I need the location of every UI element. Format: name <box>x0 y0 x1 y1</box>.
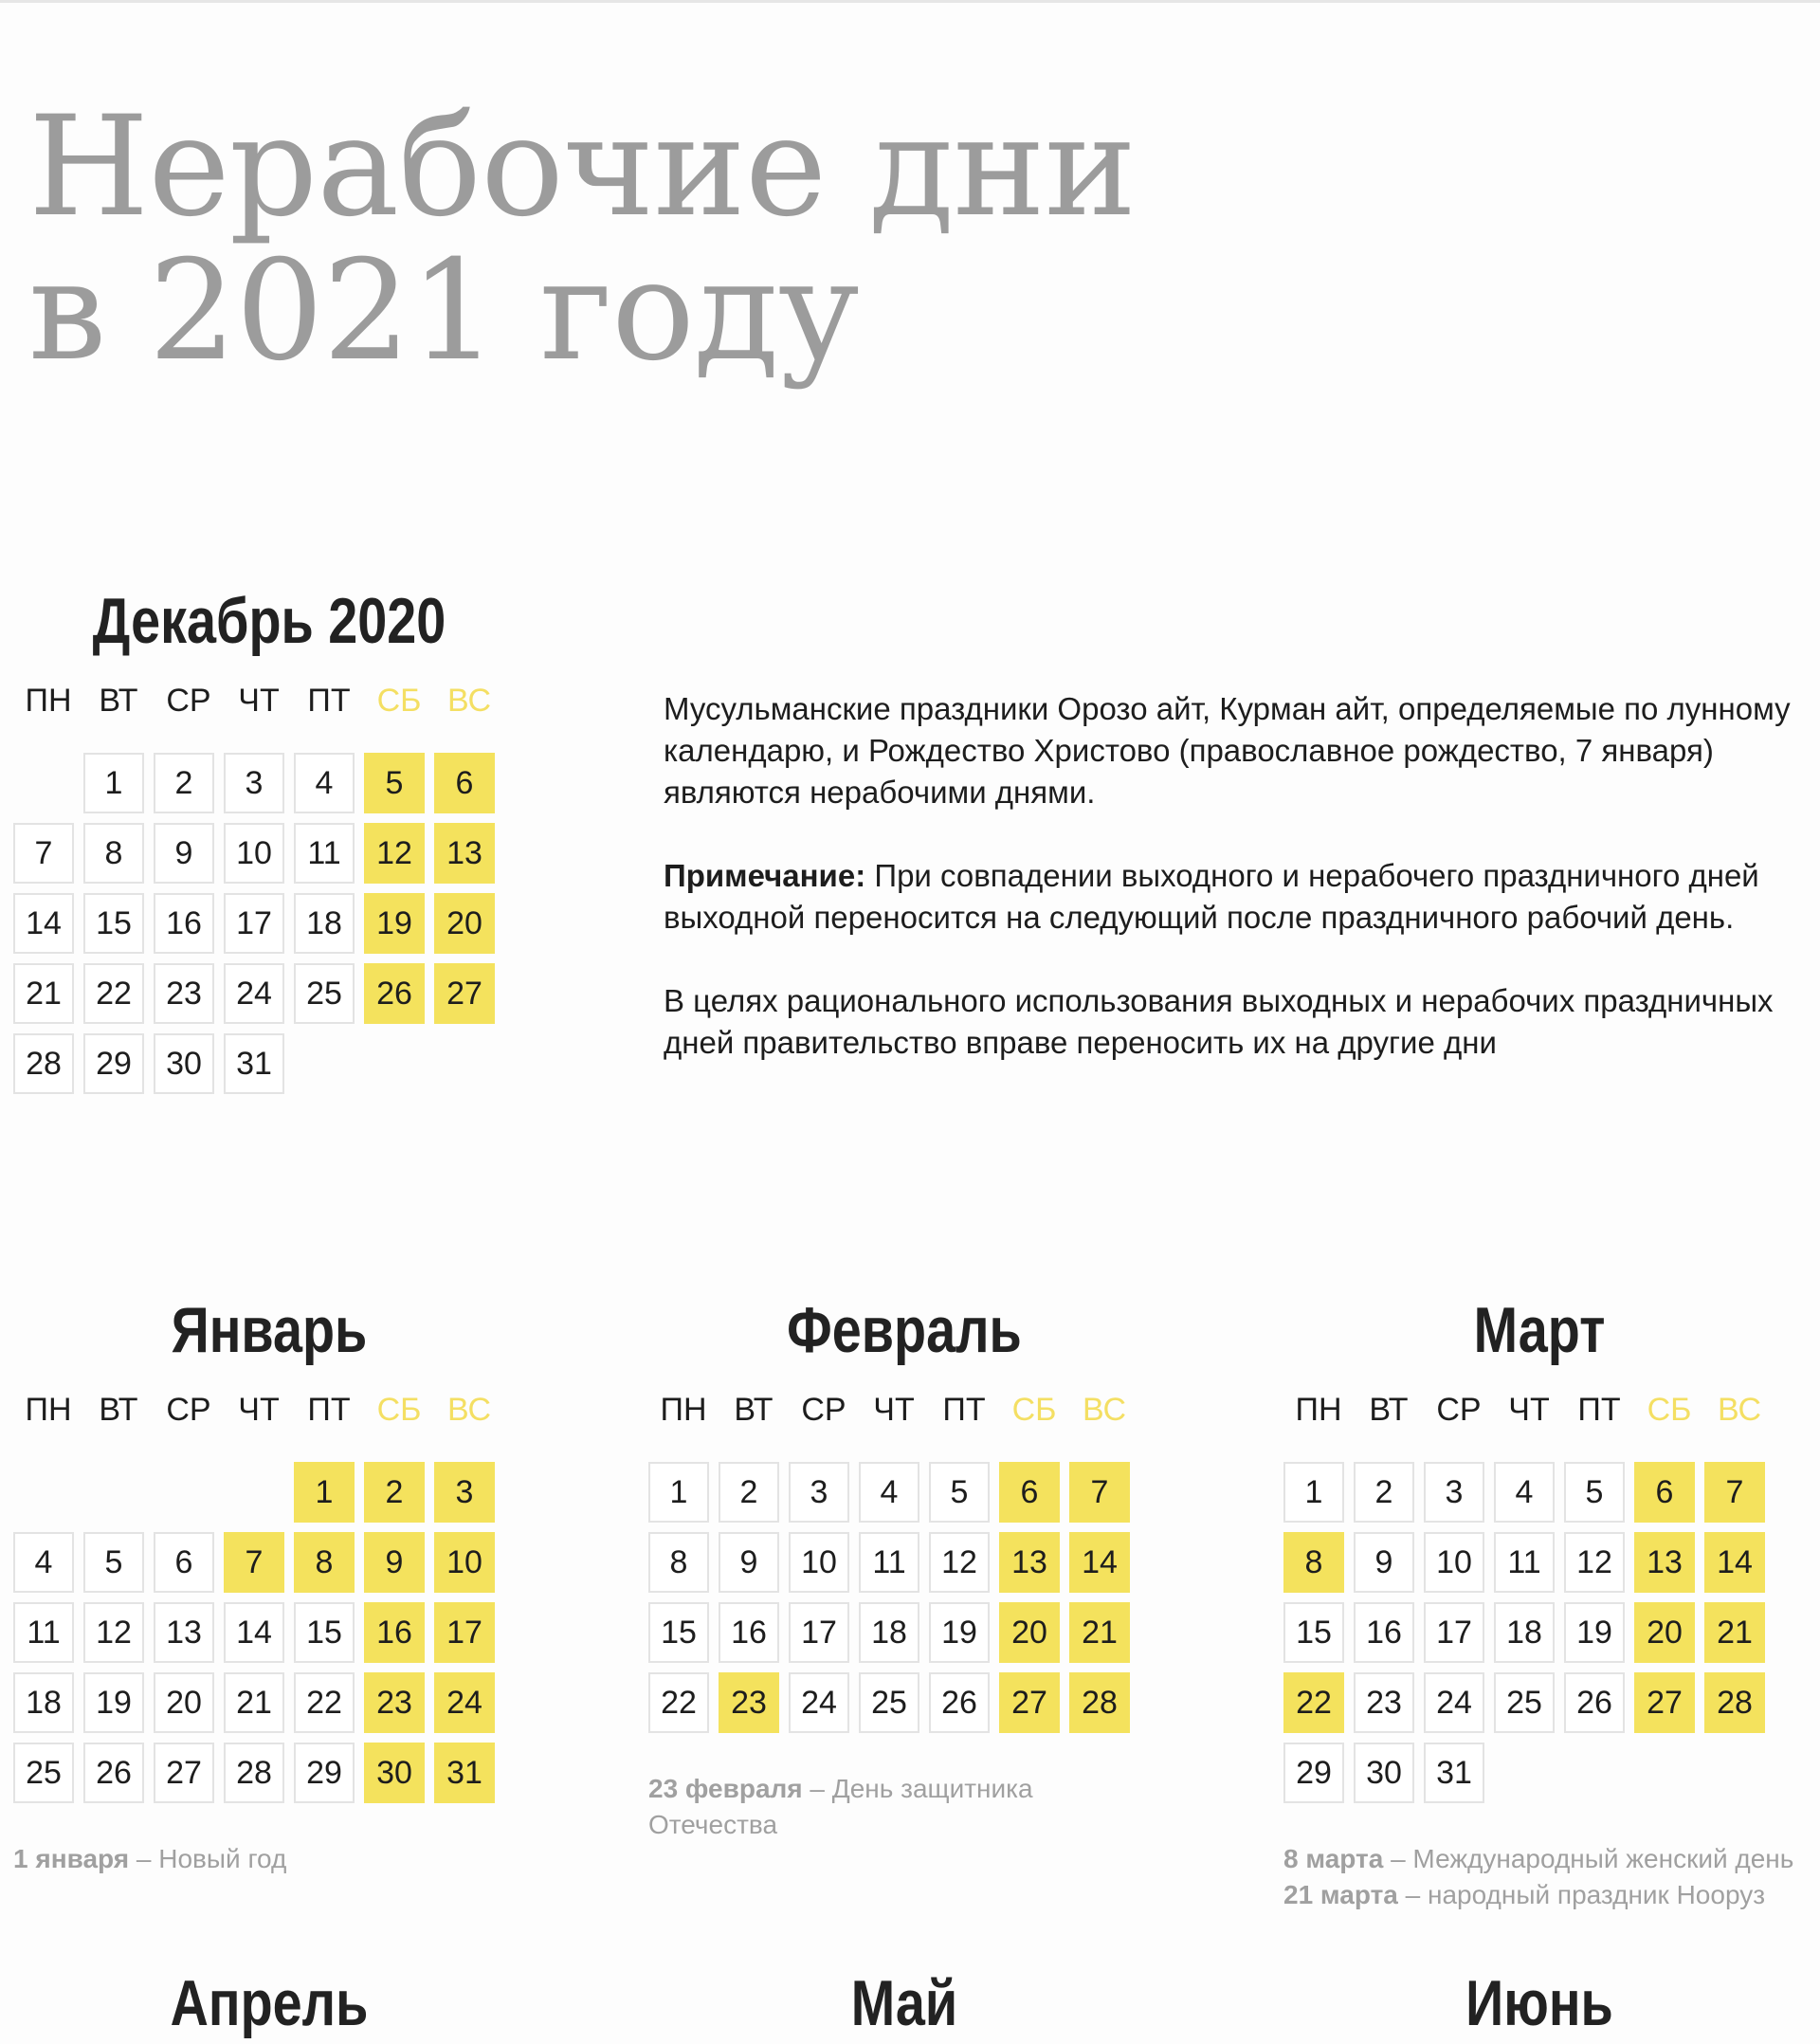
weekday-label: ПТ <box>307 1392 351 1428</box>
weekday-label: ВС <box>446 683 492 719</box>
empty-cell <box>83 1462 144 1523</box>
holiday-note <box>1283 1841 1814 1877</box>
day-cell-holiday: 17 <box>434 1602 495 1663</box>
empty-cell <box>13 753 74 813</box>
day-cell: 21 <box>224 1672 284 1733</box>
day-cell: 11 <box>1494 1532 1555 1593</box>
weekday-label: ПН <box>25 683 72 719</box>
weekday-label: ПН <box>1295 1392 1342 1428</box>
day-cell-holiday: 20 <box>999 1602 1060 1663</box>
day-cell: 4 <box>859 1462 919 1523</box>
weekday-label: ВТ <box>99 1392 138 1428</box>
day-cell: 11 <box>13 1602 74 1663</box>
day-cell: 10 <box>1424 1532 1484 1593</box>
day-cell-holiday: 10 <box>434 1532 495 1593</box>
day-cell-holiday: 2 <box>364 1462 425 1523</box>
weekday-label: СБ <box>376 683 422 719</box>
holiday-note-date: 1 января <box>13 1844 130 1873</box>
day-cell: 28 <box>224 1743 284 1803</box>
weekday-label: ВС <box>446 1392 492 1428</box>
weekday-label: ПТ <box>942 1392 986 1428</box>
calendar-feb <box>648 1289 1160 1843</box>
day-cell: 15 <box>1283 1602 1344 1663</box>
day-cell-holiday: 12 <box>364 823 425 884</box>
info-note <box>664 855 1801 939</box>
day-cell: 18 <box>859 1602 919 1663</box>
day-cell: 25 <box>1494 1672 1555 1733</box>
day-cell: 8 <box>83 823 144 884</box>
weekday-header <box>1283 1388 1795 1432</box>
day-cell-holiday: 27 <box>1634 1672 1695 1733</box>
weekday-label: ЧТ <box>238 683 280 719</box>
holiday-note <box>13 1841 525 1877</box>
day-cell-holiday: 24 <box>434 1672 495 1733</box>
day-cell: 16 <box>1354 1602 1414 1663</box>
day-cell: 15 <box>294 1602 355 1663</box>
day-cell-holiday: 30 <box>364 1743 425 1803</box>
day-cell: 29 <box>294 1743 355 1803</box>
day-cell: 24 <box>789 1672 849 1733</box>
day-cell: 1 <box>83 753 144 813</box>
day-cell: 19 <box>1564 1602 1625 1663</box>
day-cell: 20 <box>154 1672 214 1733</box>
day-cell: 19 <box>83 1672 144 1733</box>
day-cell: 14 <box>13 893 74 954</box>
weekday-label: ЧТ <box>238 1392 280 1428</box>
day-cell-holiday: 27 <box>999 1672 1060 1733</box>
day-cell: 19 <box>929 1602 990 1663</box>
day-cell: 10 <box>789 1532 849 1593</box>
day-cell-holiday: 6 <box>999 1462 1060 1523</box>
weekday-label: СБ <box>1011 1392 1057 1428</box>
weekday-label: ПТ <box>307 683 351 719</box>
weekday-label: СБ <box>1647 1392 1692 1428</box>
day-cell: 9 <box>154 823 214 884</box>
holiday-note <box>648 1771 1046 1843</box>
day-cell-holiday: 13 <box>434 823 495 884</box>
day-cell: 7 <box>13 823 74 884</box>
weekday-label: СБ <box>376 1392 422 1428</box>
day-cell: 16 <box>719 1602 779 1663</box>
weekday-label: ВС <box>1082 1392 1127 1428</box>
day-cell: 26 <box>1564 1672 1625 1733</box>
day-cell-holiday: 13 <box>1634 1532 1695 1593</box>
day-cell-holiday: 7 <box>224 1532 284 1593</box>
holiday-notes <box>13 1841 525 1877</box>
month-title: Январь <box>171 1294 368 1366</box>
empty-cell <box>154 1462 214 1523</box>
day-cell: 26 <box>83 1743 144 1803</box>
weekday-header <box>13 679 525 722</box>
day-cell: 23 <box>154 963 214 1024</box>
day-cell: 18 <box>1494 1602 1555 1663</box>
day-cell: 11 <box>294 823 355 884</box>
day-cell-holiday: 21 <box>1069 1602 1130 1663</box>
day-cell-holiday: 13 <box>999 1532 1060 1593</box>
day-cell-holiday: 6 <box>1634 1462 1695 1523</box>
weekday-label: ВТ <box>99 683 138 719</box>
day-cell-holiday: 3 <box>434 1462 495 1523</box>
weekday-header <box>648 1388 1160 1432</box>
day-cell-holiday: 8 <box>1283 1532 1344 1593</box>
day-cell: 9 <box>1354 1532 1414 1593</box>
weekday-label: СР <box>166 683 211 719</box>
weekday-label: ВТ <box>1369 1392 1409 1428</box>
day-cell-holiday: 28 <box>1069 1672 1130 1733</box>
day-cell: 12 <box>929 1532 990 1593</box>
weekday-label: ВТ <box>734 1392 774 1428</box>
calendar-jan <box>13 1289 525 1877</box>
month-title-may: Май <box>850 1967 958 2039</box>
day-cell-holiday: 23 <box>364 1672 425 1733</box>
info-paragraph-3: В целях рационального использования выходных и нерабочих праздничных дней правительство вправе переносить их на другие дни <box>664 983 1774 1060</box>
weekday-label: ЧТ <box>1508 1392 1550 1428</box>
day-cell: 5 <box>1564 1462 1625 1523</box>
holiday-note-text: – народный праздник Нооруз <box>1397 1880 1766 1909</box>
weekday-label: СР <box>1436 1392 1482 1428</box>
day-cell-holiday: 6 <box>434 753 495 813</box>
day-cell: 25 <box>13 1743 74 1803</box>
day-cell: 10 <box>224 823 284 884</box>
day-cell: 13 <box>154 1602 214 1663</box>
day-cell-holiday: 28 <box>1704 1672 1765 1733</box>
day-cell-holiday: 23 <box>719 1672 779 1733</box>
day-cell: 2 <box>1354 1462 1414 1523</box>
weekday-label: СР <box>801 1392 846 1428</box>
empty-cell <box>13 1462 74 1523</box>
day-cell: 30 <box>1354 1743 1414 1803</box>
day-cell: 25 <box>859 1672 919 1733</box>
month-title-june: Июнь <box>1465 1967 1613 2039</box>
day-cell: 5 <box>929 1462 990 1523</box>
day-cell: 22 <box>294 1672 355 1733</box>
weekday-label: ПТ <box>1577 1392 1621 1428</box>
day-cell: 15 <box>648 1602 709 1663</box>
day-cell: 26 <box>929 1672 990 1733</box>
day-cell: 5 <box>83 1532 144 1593</box>
days-grid <box>648 1462 1160 1733</box>
day-cell-holiday: 16 <box>364 1602 425 1663</box>
holiday-notes <box>648 1771 1046 1843</box>
weekday-label: ЧТ <box>873 1392 915 1428</box>
day-cell: 28 <box>13 1033 74 1094</box>
day-cell-holiday: 9 <box>364 1532 425 1593</box>
days-grid <box>13 1462 525 1803</box>
day-cell: 2 <box>154 753 214 813</box>
holiday-note-text: – Международный женский день <box>1383 1844 1794 1873</box>
holiday-note-text: – Новый год <box>129 1844 287 1873</box>
day-cell: 11 <box>859 1532 919 1593</box>
day-cell: 24 <box>224 963 284 1024</box>
day-cell: 17 <box>1424 1602 1484 1663</box>
day-cell: 15 <box>83 893 144 954</box>
day-cell: 3 <box>1424 1462 1484 1523</box>
top-divider <box>0 0 1820 3</box>
info-text <box>664 688 1801 1105</box>
day-cell: 4 <box>1494 1462 1555 1523</box>
day-cell: 4 <box>13 1532 74 1593</box>
day-cell: 16 <box>154 893 214 954</box>
calendar-mar <box>1283 1289 1795 1913</box>
holiday-notes <box>1283 1841 1814 1913</box>
day-cell-holiday: 19 <box>364 893 425 954</box>
holiday-note-date: 21 марта <box>1283 1880 1398 1909</box>
month-title: Март <box>1473 1294 1606 1366</box>
title-line-2: в 2021 году <box>28 230 859 392</box>
holiday-note <box>1283 1877 1814 1913</box>
day-cell: 14 <box>224 1602 284 1663</box>
day-cell-holiday: 8 <box>294 1532 355 1593</box>
day-cell-holiday: 20 <box>1634 1602 1695 1663</box>
weekday-label: СР <box>166 1392 211 1428</box>
calendar-dec2020 <box>13 580 525 1094</box>
day-cell: 22 <box>83 963 144 1024</box>
weekday-label: ПН <box>25 1392 72 1428</box>
day-cell: 9 <box>719 1532 779 1593</box>
day-cell-holiday: 20 <box>434 893 495 954</box>
day-cell: 21 <box>13 963 74 1024</box>
day-cell-holiday: 7 <box>1069 1462 1130 1523</box>
day-cell: 27 <box>154 1743 214 1803</box>
day-cell: 12 <box>1564 1532 1625 1593</box>
days-grid <box>13 753 525 1094</box>
day-cell-holiday: 14 <box>1069 1532 1130 1593</box>
day-cell: 25 <box>294 963 355 1024</box>
month-title: Декабрь 2020 <box>92 585 446 657</box>
day-cell-holiday: 27 <box>434 963 495 1024</box>
day-cell: 24 <box>1424 1672 1484 1733</box>
day-cell: 4 <box>294 753 355 813</box>
day-cell: 18 <box>294 893 355 954</box>
month-title: Февраль <box>787 1294 1022 1366</box>
weekday-label: ПН <box>660 1392 707 1428</box>
weekday-header <box>13 1388 525 1432</box>
note-label: Примечание: <box>664 858 866 893</box>
day-cell: 29 <box>1283 1743 1344 1803</box>
holiday-note-date: 23 февраля <box>648 1774 803 1803</box>
day-cell-holiday: 26 <box>364 963 425 1024</box>
month-title-april: Апрель <box>170 1967 369 2039</box>
day-cell-holiday: 7 <box>1704 1462 1765 1523</box>
holiday-note-date: 8 марта <box>1283 1844 1384 1873</box>
day-cell: 22 <box>648 1672 709 1733</box>
day-cell-holiday: 1 <box>294 1462 355 1523</box>
days-grid <box>1283 1462 1795 1803</box>
day-cell: 2 <box>719 1462 779 1523</box>
day-cell: 23 <box>1354 1672 1414 1733</box>
page-title <box>28 86 1137 392</box>
day-cell-holiday: 31 <box>434 1743 495 1803</box>
day-cell: 18 <box>13 1672 74 1733</box>
day-cell-holiday: 21 <box>1704 1602 1765 1663</box>
info-paragraph-1: Мусульманские праздники Орозо айт, Курман айт, определяемые по лунному календарю, и Рождество Христово (православное рождество, 7 января) являются нерабочими днями. <box>664 691 1791 810</box>
day-cell-holiday: 22 <box>1283 1672 1344 1733</box>
day-cell: 3 <box>224 753 284 813</box>
day-cell: 17 <box>224 893 284 954</box>
day-cell: 6 <box>154 1532 214 1593</box>
weekday-label: ВС <box>1717 1392 1762 1428</box>
day-cell: 12 <box>83 1602 144 1663</box>
day-cell: 1 <box>1283 1462 1344 1523</box>
day-cell: 1 <box>648 1462 709 1523</box>
day-cell: 29 <box>83 1033 144 1094</box>
day-cell-holiday: 14 <box>1704 1532 1765 1593</box>
day-cell-holiday: 5 <box>364 753 425 813</box>
day-cell: 3 <box>789 1462 849 1523</box>
holiday-note-text: – День защитника Отечества <box>648 1774 1033 1839</box>
day-cell: 31 <box>1424 1743 1484 1803</box>
day-cell: 31 <box>224 1033 284 1094</box>
title-line-1: Нерабочие дни <box>28 86 1137 247</box>
day-cell: 17 <box>789 1602 849 1663</box>
day-cell: 30 <box>154 1033 214 1094</box>
day-cell: 8 <box>648 1532 709 1593</box>
note-text: При совпадении выходного и нерабочего праздничного дней выходной переносится на следующий после праздничного рабочий день. <box>664 858 1759 935</box>
empty-cell <box>224 1462 284 1523</box>
